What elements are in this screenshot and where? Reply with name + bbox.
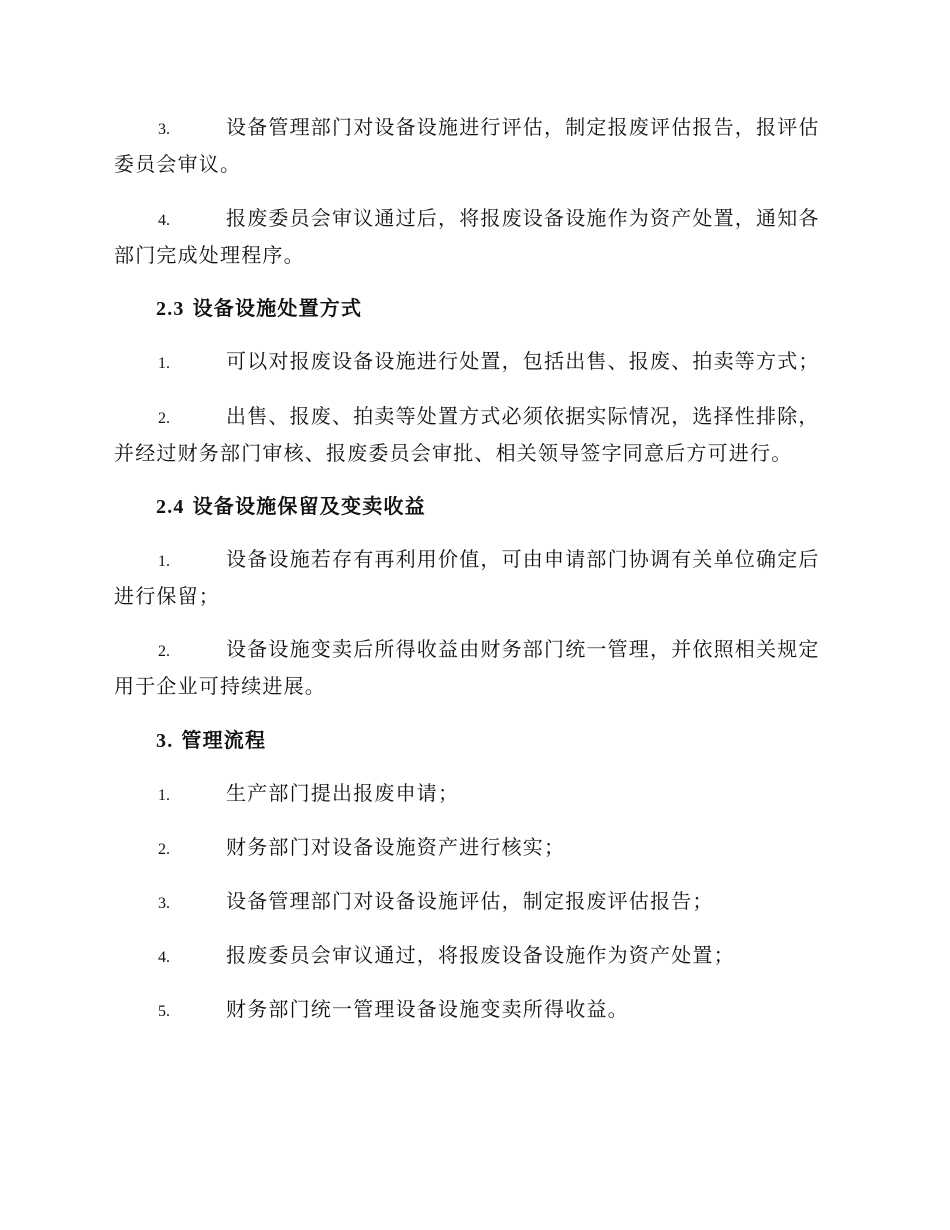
item-text: 报废委员会审议通过后，将报废设备设施作为资产处置，通知各部门完成处理程序。 [114, 206, 820, 267]
section-title: 设备设施保留及变卖收益 [192, 494, 426, 518]
list-item [114, 938, 836, 975]
list-item [114, 632, 836, 703]
item-number: 3. [158, 121, 170, 138]
list-item [114, 776, 836, 813]
item-number: 1. [158, 787, 170, 804]
list-item [114, 830, 836, 867]
item-number: 1. [158, 355, 170, 372]
item-text: 设备管理部门对设备设施评估，制定报废评估报告； [226, 889, 714, 913]
section-title: 管理流程 [181, 728, 267, 752]
item-text: 设备设施变卖后所得收益由财务部门统一管理，并依照相关规定用于企业可持续进展。 [114, 637, 820, 698]
section-title: 设备设施处置方式 [192, 296, 363, 320]
section-heading-3 [156, 723, 266, 758]
item-number: 2. [158, 643, 170, 660]
list-item [114, 884, 836, 921]
item-text: 出售、报废、拍卖等处置方式必须依据实际情况，选择性排除，并经过财务部门审核、报废委员会审批、相关领导签字同意后方可进行。 [114, 404, 820, 465]
item-number: 5. [158, 1003, 170, 1020]
list-item [114, 110, 836, 181]
section-number: 2.3 [156, 298, 185, 320]
item-text: 可以对报废设备设施进行处置，包括出售、报废、拍卖等方式； [226, 349, 820, 373]
section-number: 3. [156, 730, 174, 752]
item-text: 财务部门统一管理设备设施变卖所得收益。 [226, 997, 629, 1021]
item-number: 4. [158, 949, 170, 966]
item-text: 设备设施若存有再利用价值，可由申请部门协调有关单位确定后进行保留； [114, 547, 820, 608]
item-number: 1. [158, 553, 170, 570]
item-number: 2. [158, 841, 170, 858]
list-item [114, 542, 836, 613]
item-text: 生产部门提出报废申请； [226, 781, 460, 805]
item-number: 3. [158, 895, 170, 912]
item-text: 财务部门对设备设施资产进行核实； [226, 835, 566, 859]
list-item [114, 201, 836, 272]
section-heading-2-3 [156, 291, 362, 326]
item-number: 4. [158, 212, 170, 229]
section-number: 2.4 [156, 496, 185, 518]
item-text: 报废委员会审议通过，将报废设备设施作为资产处置； [226, 943, 735, 967]
list-item [114, 344, 836, 381]
item-text: 设备管理部门对设备设施进行评估，制定报废评估报告，报评估委员会审议。 [114, 115, 820, 176]
list-item [114, 992, 836, 1029]
item-number: 2. [158, 410, 170, 427]
list-item [114, 399, 836, 470]
section-heading-2-4 [156, 489, 426, 524]
